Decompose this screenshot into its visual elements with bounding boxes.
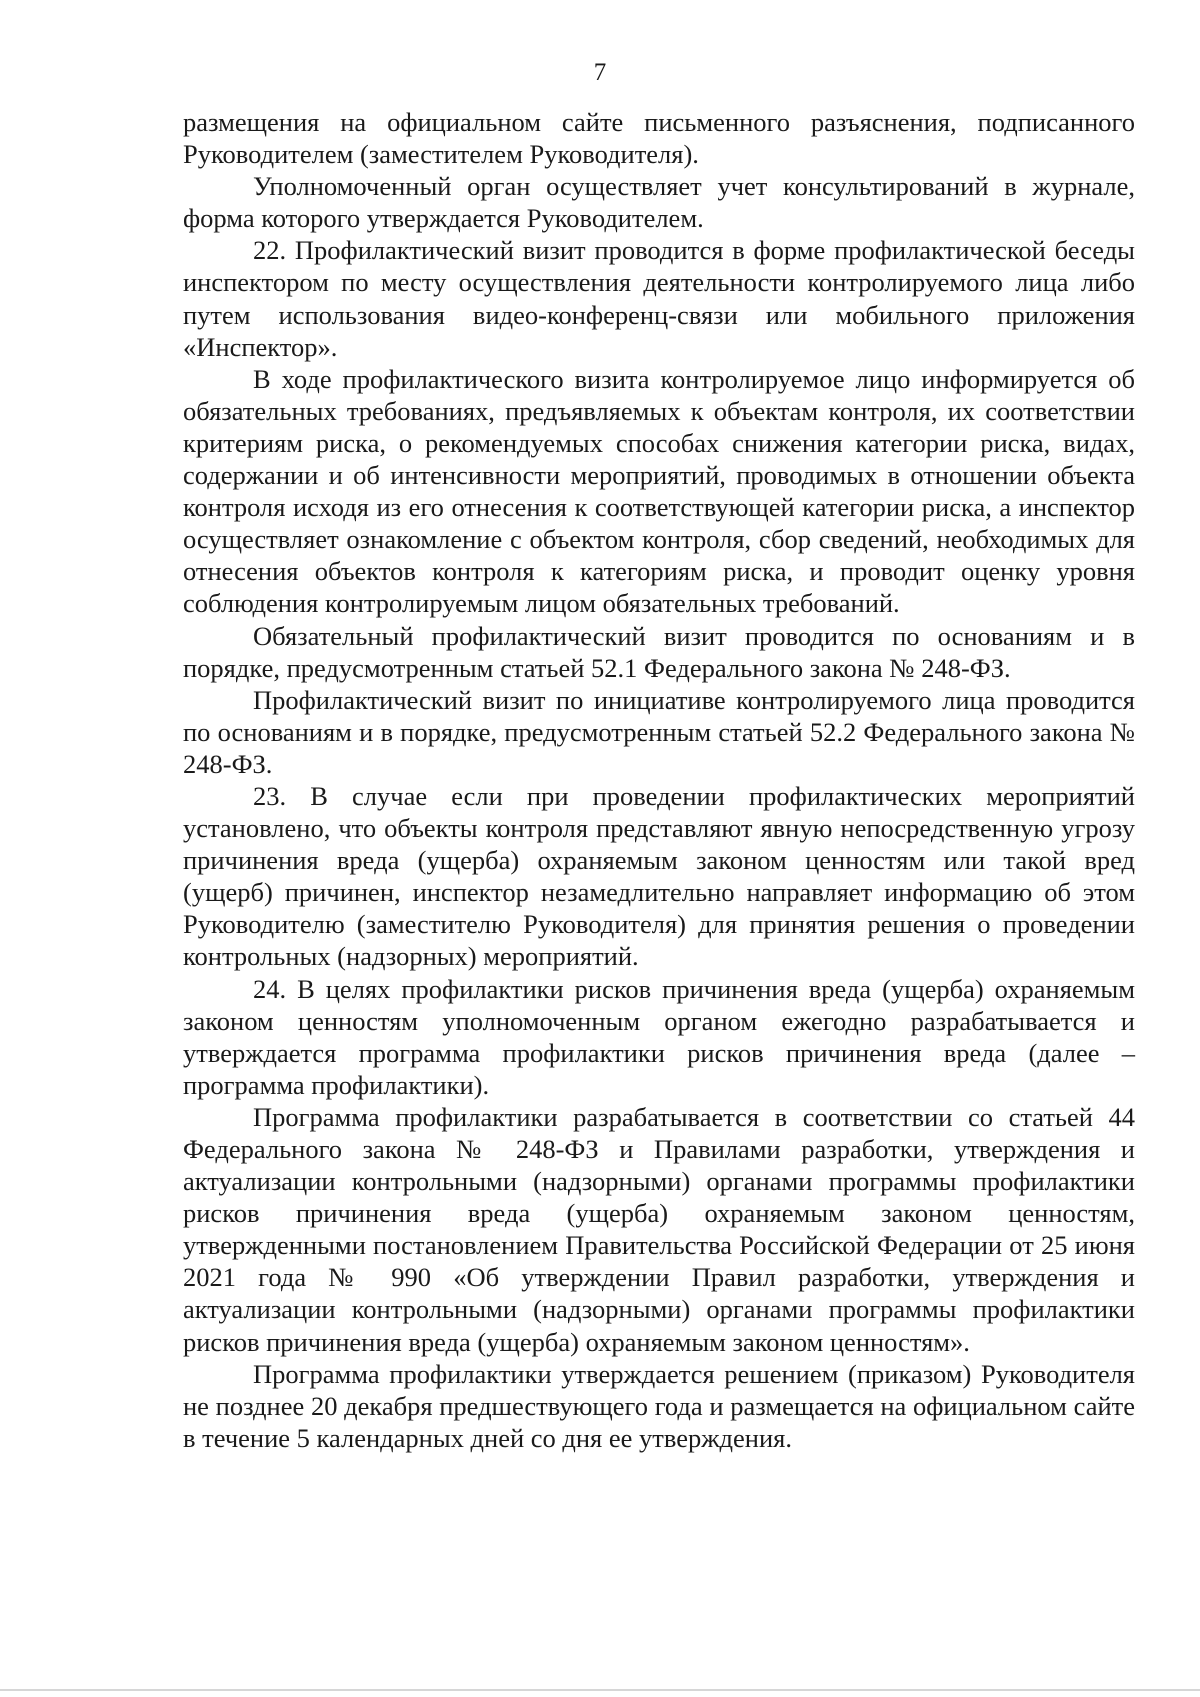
paragraph-7: 23. В случае если при проведении профилактических мероприятий установлено, что объекты контроля представляют явную непосредственную угрозу причинения вреда (ущерба) охраняемым законом ценностям или такой вред (ущерб) причинен, инспектор незамедлительно направляет информацию об этом Руководителю (заместителю Руководителя) для принятия решения о проведении контрольных (надзорных) мероприятий. [183,780,1135,972]
paragraph-10: Программа профилактики утверждается решением (приказом) Руководителя не позднее 20 декабря предшествующего года и размещается на официальном сайте в течение 5 календарных дней со дня ее утверждения. [183,1358,1135,1453]
document-body [183,106,1135,1454]
paragraph-2: Уполномоченный орган осуществляет учет консультирований в журнале, форма которого утверждается Руководителем. [183,171,1135,234]
page-number: 7 [593,59,607,86]
scan-bottom-edge [0,1689,1200,1691]
paragraph-4: В ходе профилактического визита контролируемое лицо информируется об обязательных требованиях, предъявляемых к объектам контроля, их соответствии критериям риска, о рекомендуемых способах снижения категории риска, видах, содержании и об интенсивности мероприятий, проводимых в отношении объекта контроля исходя из его отнесения к соответствующей категории риска, а инспектор осуществляет ознакомление с объектом контроля, сбор сведений, необходимых для отнесения объектов контроля к категориям риска, и проводит оценку уровня соблюдения контролируемым лицом обязательных требований. [183,363,1135,619]
paragraph-1: размещения на официальном сайте письменного разъяснения, подписанного Руководителем (заместителем Руководителя). [183,107,1135,170]
paragraph-3: 22. Профилактический визит проводится в форме профилактической беседы инспектором по месту осуществления деятельности контролируемого лица либо путем использования видео-конференц-связи или мобильного приложения «Инспектор». [183,235,1135,362]
paragraph-8: 24. В целях профилактики рисков причинения вреда (ущерба) охраняемым законом ценностям уполномоченным органом ежегодно разрабатывается и утверждается программа профилактики рисков причинения вреда (далее – программа профилактики). [183,973,1135,1100]
paragraph-5: Обязательный профилактический визит проводится по основаниям и в порядке, предусмотренным статьей 52.1 Федерального закона № 248-ФЗ. [183,620,1135,683]
paragraph-6: Профилактический визит по инициативе контролируемого лица проводится по основаниям и в порядке, предусмотренным статьей 52.2 Федерального закона № 248-ФЗ. [183,684,1135,779]
paragraph-9: Программа профилактики разрабатывается в соответствии со статьей 44 Федерального закона № 248-ФЗ и Правилами разработки, утверждения и актуализации контрольными (надзорными) органами программы профилактики рисков причинения вреда (ущерба) охраняемым законом ценностям, утвержденными постановлением Правительства Российской Федерации от 25 июня 2021 года № 990 «Об утверждении Правил разработки, утверждения и актуализации контрольными (надзорными) органами программы профилактики рисков причинения вреда (ущерба) охраняемым законом ценностям». [183,1101,1135,1357]
